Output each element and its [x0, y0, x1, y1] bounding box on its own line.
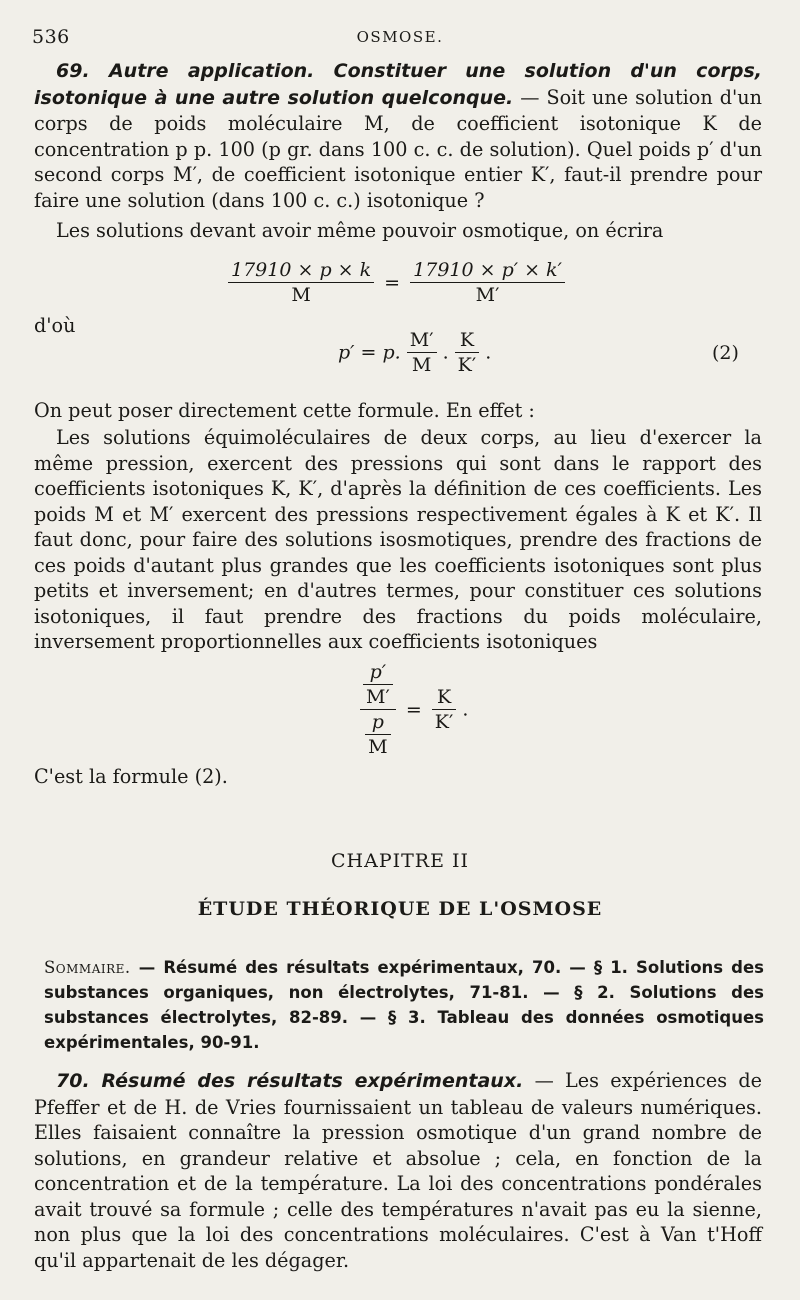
eq3-top — [360, 660, 396, 710]
section-69-paragraph — [34, 58, 762, 213]
eq1-right-numerator: 17910 × p′ × k′ — [410, 258, 565, 283]
eq3-right-denominator: K′ — [434, 711, 454, 733]
equation-3 — [360, 660, 468, 759]
summary-lead: Sommaire. — [44, 958, 131, 977]
para4-block — [34, 425, 762, 655]
eq2-end: . — [485, 341, 492, 364]
eq2-f1-numerator: M′ — [407, 328, 437, 353]
running-title: OSMOSE. — [356, 28, 444, 46]
eq2-f2-numerator: K — [455, 328, 480, 353]
summary-text: — Résumé des résultats expérimentaux, 70. — § 1. Solutions des substances organiques, non électrolytes, 71-81. — § 2. Solutions des substances électrolytes, 82-89. — § 3. Tableau des données osmotiques expérimentales, 90-91. — [44, 958, 764, 1052]
eq3-compound-fraction — [360, 660, 396, 759]
eq1-right-denominator: M′ — [475, 284, 500, 306]
eq1-equals: = — [384, 271, 401, 294]
eq2-dot: . — [442, 341, 449, 364]
eq2-f2-denominator: K′ — [457, 354, 477, 376]
para3-block — [34, 398, 762, 424]
eq2-f1-denominator: M — [411, 354, 432, 376]
eq3-top-denominator: M′ — [366, 686, 390, 708]
section-70-heading: 70. Résumé des résultats expérimentaux. — [56, 1070, 524, 1092]
eq3-equals: = — [405, 698, 422, 721]
para4-text: Les solutions équimoléculaires de deux corps, au lieu d'exercer la même pression, exercent des pressions qui sont dans le rapport des coefficients isotoniques K, K′, d'après la définition de ces coefficients. Les poids M et M′ exercent des pressions respectivement égales à K et K′. Il faut donc, pour faire des solutions isosmotiques, prendre des fractions de ces poids d'autant plus grandes que les coefficients isotoniques sont plus petits et inversement; en d'autres termes, pour constituer ces solutions isotoniques, il faut prendre des fractions du poids moléculaire, inversement proportionnelles aux coefficients isotoniques — [34, 426, 762, 653]
section-69-para2 — [34, 218, 762, 244]
para3-text: On peut poser directement cette formule. En effet : — [34, 399, 535, 422]
para-intro-equation: Les solutions devant avoir même pouvoir osmotique, on écrira — [56, 219, 664, 242]
equation-2 — [338, 328, 491, 377]
chapter-title: ÉTUDE THÉORIQUE DE L'OSMOSE — [197, 898, 603, 920]
eq3-top-numerator: p′ — [363, 660, 393, 685]
eq3-right-fraction — [432, 685, 457, 734]
eq1-left-numerator: 17910 × p × k — [228, 258, 374, 283]
chapter-summary — [44, 955, 764, 1055]
para5-text: C'est la formule (2). — [34, 765, 228, 788]
para5-block — [34, 764, 762, 790]
eq2-fraction-m — [407, 328, 437, 377]
eq3-bottom — [360, 710, 396, 759]
dou-text: d'où — [34, 314, 76, 337]
eq2-lhs: p′ = p. — [338, 341, 401, 364]
equation-2-label: (2) — [712, 342, 739, 364]
eq2-fraction-k — [455, 328, 480, 377]
equation-1 — [228, 258, 565, 307]
eq1-left-denominator: M — [291, 284, 311, 306]
page-number: 536 — [32, 26, 70, 48]
eq1-right-fraction — [410, 258, 565, 307]
eq3-bottom-fraction — [365, 710, 390, 759]
section-69-heading: 69. Autre application. Constituer une solution d'un corps, isotonique à une autre solution quelconque. — [34, 60, 762, 109]
section-70-text: — Les expériences de Pfeffer et de H. de Vries fournissaient un tableau de valeurs numériques. Elles faisaient connaître la pression osmotique d'un grand nombre de solutions, en grandeur relative et absolue ; cela, en fonction de la concentration et de la température. La loi des concentrations pondérales avait trouvé sa formule ; celle des températures n'avait pas eu la sienne, non plus que la loi des concentrations moléculaires. C'est à Van t'Hoff qu'il appartenait de les dégager. — [34, 1069, 763, 1272]
eq3-bottom-denominator: M — [368, 736, 388, 758]
chapter-label: CHAPITRE II — [330, 850, 470, 872]
eq3-end: . — [462, 698, 469, 721]
section-69-text: — Soit une solution d'un corps de poids moléculaire M, de coefficient isotonique K de concentration p p. 100 (p gr. dans 100 c. c. de solution). Quel poids p′ d'un second corps M′, de coefficient isotonique entier K′, faut-il prendre pour faire une solution (dans 100 c. c.) isotonique ? — [34, 85, 762, 212]
eq3-bottom-numerator: p — [365, 710, 390, 735]
section-70-paragraph — [34, 1068, 762, 1273]
running-head — [32, 26, 768, 48]
eq1-left-fraction — [228, 258, 374, 307]
eq3-top-fraction — [363, 660, 393, 709]
eq3-right-numerator: K — [432, 685, 457, 710]
